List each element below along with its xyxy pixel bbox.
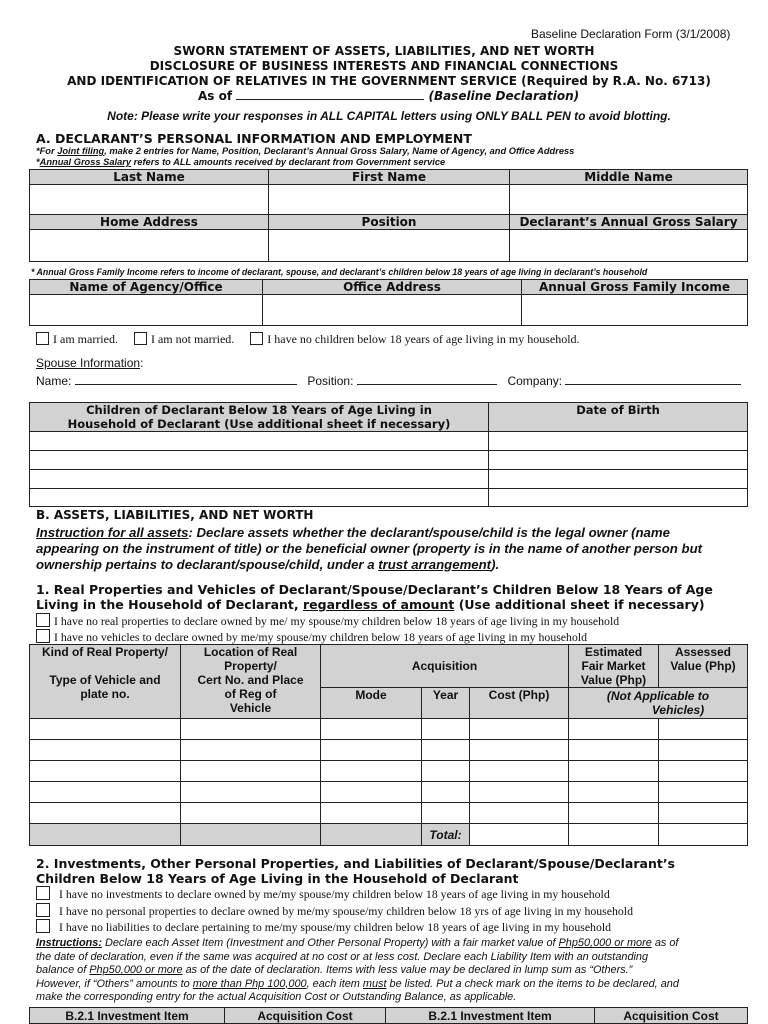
fair-market-value-header: Estimated Fair Market Value (Php) bbox=[569, 645, 659, 688]
no-personal-properties-checkbox[interactable] bbox=[36, 903, 50, 917]
subsection-1-heading: 1. Real Properties and Vehicles of Declarant/Spouse/Declarant’s Children Below 18 Years of Age Living in the Household of Declarant, regardless of amount (Use additional sheet if necessary) bbox=[36, 582, 713, 612]
family-income-field[interactable] bbox=[522, 295, 748, 326]
no-children-label: I have no children below 18 years of age living in my household. bbox=[267, 332, 580, 346]
no-personal-properties-row bbox=[36, 903, 633, 919]
cost-field[interactable] bbox=[470, 782, 569, 803]
no-vehicles-label: I have no vehicles to declare owned by me/my spouse/my children below 18 years of age living in my household bbox=[54, 630, 588, 644]
cost-header: Cost (Php) bbox=[470, 688, 569, 719]
annual-gross-salary-field[interactable] bbox=[510, 230, 748, 262]
marital-checkbox-row bbox=[36, 332, 580, 347]
year-field[interactable] bbox=[422, 761, 470, 782]
middle-name-field[interactable] bbox=[510, 185, 748, 215]
spouse-position-label: Position: bbox=[307, 374, 354, 388]
assessed-value-field[interactable] bbox=[659, 740, 748, 761]
personal-info-table bbox=[29, 169, 748, 262]
not-married-checkbox[interactable] bbox=[134, 332, 147, 345]
investment-instructions: Instructions: Declare each Asset Item (Investment and Other Personal Property) with a fair market value of Php50,000 or more as of the date of declaration, even if the same was acquired at no cost or at less cost. Declare each Liability Item with an outstanding balance of Php50,000 or more as of the date of declaration. Items with less value may be declared in lump sum as “Others.” However, if “Others” amounts to more than Php 100,000, each item must be listed. Put a check mark on the items to be declared, and make the corresponding entry for the actual Acquisition Cost or Outstanding Balance, as applicable. bbox=[36, 937, 679, 1003]
agency-header: Name of Agency/Office bbox=[30, 280, 263, 295]
property-kind-field[interactable] bbox=[30, 740, 181, 761]
property-location-field[interactable] bbox=[181, 761, 321, 782]
home-address-field[interactable] bbox=[30, 230, 269, 262]
family-income-header: Annual Gross Family Income bbox=[522, 280, 748, 295]
total-label: Total: bbox=[422, 824, 470, 846]
fair-market-value-field[interactable] bbox=[569, 719, 659, 740]
last-name-field[interactable] bbox=[30, 185, 269, 215]
section-a-heading: A. DECLARANT’S PERSONAL INFORMATION AND EMPLOYMENT bbox=[36, 131, 472, 146]
mode-field[interactable] bbox=[321, 740, 422, 761]
fair-market-value-field[interactable] bbox=[569, 740, 659, 761]
year-field[interactable] bbox=[422, 782, 470, 803]
mode-field[interactable] bbox=[321, 782, 422, 803]
property-location-field[interactable] bbox=[181, 719, 321, 740]
investment-item-header: B.2.1 Investment Item bbox=[30, 1008, 225, 1024]
mode-field[interactable] bbox=[321, 761, 422, 782]
position-field[interactable] bbox=[269, 230, 510, 262]
middle-name-header: Middle Name bbox=[510, 170, 748, 185]
assessed-value-field[interactable] bbox=[659, 761, 748, 782]
year-field[interactable] bbox=[422, 719, 470, 740]
form-note: Note: Please write your responses in ALL CAPITAL letters using ONLY BALL PEN to avoid blotting. bbox=[107, 109, 671, 123]
spouse-fields-row bbox=[36, 374, 741, 388]
no-real-properties-row bbox=[36, 613, 619, 629]
agency-field[interactable] bbox=[30, 295, 263, 326]
joint-filing-note: *For Joint filing, make 2 entries for Name, Position, Declarant’s Annual Gross Salary, Name of Agency, and Office Address bbox=[36, 146, 575, 156]
home-address-header: Home Address bbox=[30, 215, 269, 230]
spouse-position-field[interactable] bbox=[357, 374, 497, 385]
spouse-company-field[interactable] bbox=[565, 374, 741, 385]
total-row-blank bbox=[321, 824, 422, 846]
office-address-header: Office Address bbox=[263, 280, 522, 295]
real-property-table bbox=[29, 644, 748, 846]
acquisition-header: Acquisition bbox=[321, 645, 569, 688]
mode-field[interactable] bbox=[321, 803, 422, 824]
as-of-suffix: (Baseline Declaration) bbox=[428, 89, 580, 103]
kind-of-property-header: Kind of Real Property/ Type of Vehicle and plate no. bbox=[30, 645, 181, 719]
fair-market-value-field[interactable] bbox=[569, 803, 659, 824]
assessed-value-field[interactable] bbox=[659, 782, 748, 803]
child-dob-field[interactable] bbox=[489, 432, 748, 451]
children-dob-header: Date of Birth bbox=[489, 403, 748, 432]
no-liabilities-label: I have no liabilities to declare pertaining to me/my spouse/my children below 18 years of age living in my household bbox=[59, 920, 612, 934]
mode-field[interactable] bbox=[321, 719, 422, 740]
married-checkbox[interactable] bbox=[36, 332, 49, 345]
total-cost-field[interactable] bbox=[470, 824, 569, 846]
no-vehicles-checkbox[interactable] bbox=[36, 629, 50, 643]
cost-field[interactable] bbox=[470, 719, 569, 740]
form-title-line2: DISCLOSURE OF BUSINESS INTERESTS AND FINANCIAL CONNECTIONS bbox=[149, 59, 619, 73]
total-assessed-value-field[interactable] bbox=[659, 824, 748, 846]
section-b-heading: B. ASSETS, LIABILITIES, AND NET WORTH bbox=[36, 508, 314, 522]
assessed-value-field[interactable] bbox=[659, 719, 748, 740]
total-fair-market-value-field[interactable] bbox=[569, 824, 659, 846]
property-location-field[interactable] bbox=[181, 740, 321, 761]
not-applicable-header: (Not Applicable to Vehicles) bbox=[569, 688, 748, 719]
spouse-company-label: Company: bbox=[507, 374, 563, 388]
fair-market-value-field[interactable] bbox=[569, 761, 659, 782]
child-name-field[interactable] bbox=[30, 432, 489, 451]
fair-market-value-field[interactable] bbox=[569, 782, 659, 803]
office-address-field[interactable] bbox=[263, 295, 522, 326]
no-personal-properties-label: I have no personal properties to declare owned by me/my spouse/my children below 18 yrs of age living in my household bbox=[59, 904, 633, 918]
subsection-2-heading: 2. Investments, Other Personal Properties, and Liabilities of Declarant/Spouse/Declarant’s Children Below 18 Years of Age Living in the Household of Declarant bbox=[36, 856, 676, 886]
property-kind-field[interactable] bbox=[30, 782, 181, 803]
spouse-name-field[interactable] bbox=[75, 374, 297, 385]
not-married-label: I am not married. bbox=[150, 332, 235, 346]
child-dob-field[interactable] bbox=[489, 451, 748, 470]
total-row-blank bbox=[30, 824, 181, 846]
first-name-field[interactable] bbox=[269, 185, 510, 215]
total-row-blank bbox=[181, 824, 321, 846]
no-liabilities-row bbox=[36, 919, 611, 935]
child-name-field[interactable] bbox=[30, 470, 489, 489]
child-name-field[interactable] bbox=[30, 451, 489, 470]
no-children-checkbox[interactable] bbox=[250, 332, 263, 345]
no-investments-checkbox[interactable] bbox=[36, 886, 50, 900]
annual-gross-salary-header: Declarant’s Annual Gross Salary bbox=[510, 215, 748, 230]
year-field[interactable] bbox=[422, 740, 470, 761]
children-name-header: Children of Declarant Below 18 Years of Age Living in Household of Declarant (Use additional sheet if necessary) bbox=[30, 403, 489, 432]
acquisition-cost-header: Acquisition Cost bbox=[225, 1008, 386, 1024]
children-table bbox=[29, 402, 748, 507]
property-location-field[interactable] bbox=[181, 803, 321, 824]
property-kind-field[interactable] bbox=[30, 761, 181, 782]
location-header: Location of Real Property/ Cert No. and Place of Reg of Vehicle bbox=[181, 645, 321, 719]
married-label: I am married. bbox=[53, 332, 118, 346]
spouse-name-label: Name: bbox=[36, 374, 72, 388]
child-dob-field[interactable] bbox=[489, 470, 748, 489]
as-of-line bbox=[198, 89, 579, 103]
assessed-value-header: Assessed Value (Php) bbox=[659, 645, 748, 688]
last-name-header: Last Name bbox=[30, 170, 269, 185]
year-header: Year bbox=[422, 688, 470, 719]
no-investments-row bbox=[36, 886, 610, 902]
cost-field[interactable] bbox=[470, 761, 569, 782]
as-of-date-field[interactable] bbox=[236, 89, 424, 100]
first-name-header: First Name bbox=[269, 170, 510, 185]
assessed-value-field[interactable] bbox=[659, 803, 748, 824]
as-of-label: As of bbox=[198, 89, 233, 103]
child-name-field[interactable] bbox=[30, 489, 489, 507]
no-vehicles-row bbox=[36, 629, 587, 645]
cost-field[interactable] bbox=[470, 740, 569, 761]
acquisition-cost-header-2: Acquisition Cost bbox=[595, 1008, 748, 1024]
property-kind-field[interactable] bbox=[30, 719, 181, 740]
child-dob-field[interactable] bbox=[489, 489, 748, 507]
year-field[interactable] bbox=[422, 803, 470, 824]
no-real-properties-checkbox[interactable] bbox=[36, 613, 50, 627]
assets-instruction: Instruction for all assets: Declare assets whether the declarant/spouse/child is the legal owner (name appearing on the instrument of title) or the beneficial owner (property is in the name of another person but ownership pertains to declarant/spouse/child, under a trust arrangement). bbox=[36, 525, 703, 572]
gross-salary-note: *Annual Gross Salary refers to ALL amounts received by declarant from Government service bbox=[36, 157, 446, 167]
property-location-field[interactable] bbox=[181, 782, 321, 803]
family-income-note: * Annual Gross Family Income refers to income of declarant, spouse, and declarant’s children below 18 years of age living in declarant’s household bbox=[31, 267, 648, 277]
property-kind-field[interactable] bbox=[30, 803, 181, 824]
form-id: Baseline Declaration Form (3/1/2008) bbox=[531, 27, 731, 41]
no-investments-label: I have no investments to declare owned by me/my spouse/my children below 18 years of age living in my household bbox=[59, 887, 610, 901]
form-title-line3: AND IDENTIFICATION OF RELATIVES IN THE GOVERNMENT SERVICE (Required by R.A. No. 6713) bbox=[67, 74, 711, 88]
investment-table bbox=[29, 1007, 748, 1024]
form-title-line1: SWORN STATEMENT OF ASSETS, LIABILITIES, AND NET WORTH bbox=[173, 44, 595, 58]
position-header: Position bbox=[269, 215, 510, 230]
no-liabilities-checkbox[interactable] bbox=[36, 919, 50, 933]
cost-field[interactable] bbox=[470, 803, 569, 824]
investment-item-header-2: B.2.1 Investment Item bbox=[386, 1008, 595, 1024]
no-real-properties-label: I have no real properties to declare owned by me/ my spouse/my children below 18 years of age living in my household bbox=[54, 614, 620, 628]
agency-table bbox=[29, 279, 748, 326]
spouse-info-label: Spouse Information: bbox=[36, 356, 144, 370]
mode-header: Mode bbox=[321, 688, 422, 719]
